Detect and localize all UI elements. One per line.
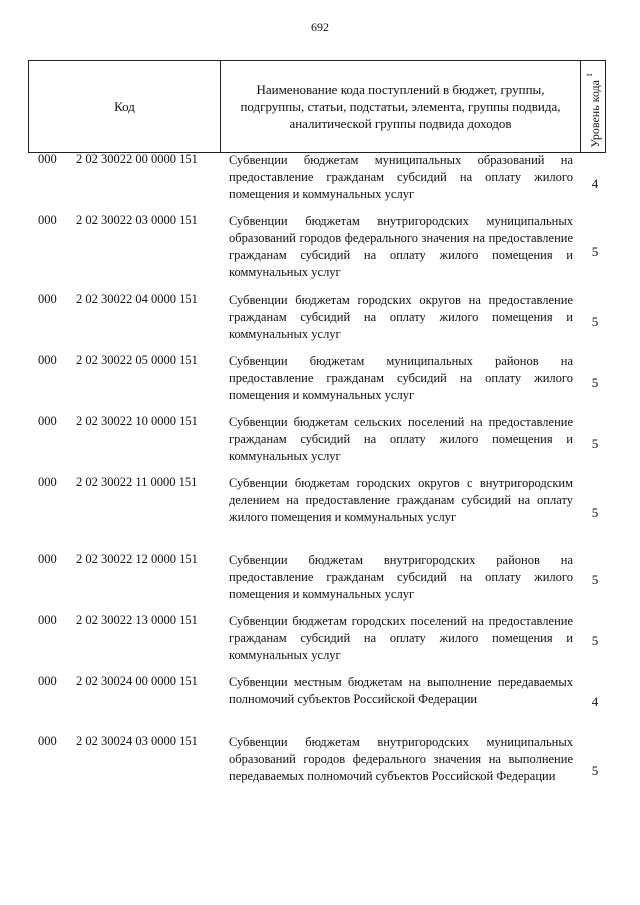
admin-code: 000 <box>38 414 57 428</box>
income-code: 2 02 30022 05 0000 151 <box>76 353 198 367</box>
admin-code: 000 <box>38 552 57 566</box>
header-name-label: Наименование кода поступлений в бюджет, группы, подгруппы, статьи, подстатьи, элемента, группы подвида, аналитической группы подвида доходов <box>240 82 561 131</box>
income-code: 2 02 30022 04 0000 151 <box>76 292 198 306</box>
header-level-footnote: 1 <box>585 73 594 78</box>
income-name: Субвенции бюджетам внутригородских муниципальных образований городов федерального значения на выполнение передаваемых полномочий субъектов Российской Федерации <box>229 735 573 783</box>
income-name: Субвенции бюджетам муниципальных районов на предоставление гражданам субсидий на оплату жилого помещения и коммунальных услуг <box>229 354 573 402</box>
code-level: 5 <box>591 763 599 778</box>
income-code: 2 02 30024 00 0000 151 <box>76 674 198 688</box>
code-level: 5 <box>591 314 599 329</box>
income-name: Субвенции бюджетам внутригородских районов на предоставление гражданам субсидий на оплату жилого помещения и коммунальных услуг <box>229 553 573 601</box>
header-code-label: Код <box>114 98 135 114</box>
admin-code: 000 <box>38 674 57 688</box>
code-level: 4 <box>591 694 599 709</box>
code-level: 5 <box>591 505 599 520</box>
admin-code: 000 <box>38 475 57 489</box>
header-level <box>581 61 606 152</box>
income-code: 2 02 30022 03 0000 151 <box>76 213 198 227</box>
code-level: 5 <box>591 633 599 648</box>
code-level: 5 <box>591 572 599 587</box>
income-name: Субвенции местным бюджетам на выполнение передаваемых полномочий субъектов Российской Федерации <box>229 675 573 706</box>
income-name: Субвенции бюджетам городских округов с внутригородским делением на предоставление гражданам субсидий на оплату жилого помещения и коммунальных услуг <box>229 476 573 524</box>
income-name: Субвенции бюджетам городских округов на предоставление гражданам субсидий на оплату жилого помещения и коммунальных услуг <box>229 293 573 341</box>
income-code: 2 02 30022 10 0000 151 <box>76 414 198 428</box>
code-level: 4 <box>591 176 599 191</box>
header-name <box>221 61 581 152</box>
income-name: Субвенции бюджетам муниципальных образований на предоставление гражданам субсидий на оплату жилого помещения и коммунальных услуг <box>229 153 573 201</box>
page-number: 692 <box>311 20 329 34</box>
header-code <box>29 61 221 152</box>
admin-code: 000 <box>38 292 57 306</box>
income-code: 2 02 30022 13 0000 151 <box>76 613 198 627</box>
code-level: 5 <box>591 436 599 451</box>
table-header <box>28 60 606 153</box>
header-level-text: Уровень кода <box>588 80 602 148</box>
income-code: 2 02 30024 03 0000 151 <box>76 734 198 748</box>
admin-code: 000 <box>38 613 57 627</box>
header-level-label <box>585 73 603 148</box>
code-level: 5 <box>591 244 599 259</box>
admin-code: 000 <box>38 734 57 748</box>
income-code: 2 02 30022 11 0000 151 <box>76 475 198 489</box>
admin-code: 000 <box>38 152 57 166</box>
code-level: 5 <box>591 375 599 390</box>
income-name: Субвенции бюджетам городских поселений на предоставление гражданам субсидий на оплату жилого помещения и коммунальных услуг <box>229 614 573 662</box>
income-code: 2 02 30022 00 0000 151 <box>76 152 198 166</box>
income-name: Субвенции бюджетам сельских поселений на предоставление гражданам субсидий на оплату жилого помещения и коммунальных услуг <box>229 415 573 463</box>
admin-code: 000 <box>38 353 57 367</box>
income-name: Субвенции бюджетам внутригородских муниципальных образований городов федерального значения на предоставление гражданам субсидий на оплату жилого помещения и коммунальных услуг <box>229 214 573 279</box>
admin-code: 000 <box>38 213 57 227</box>
income-code: 2 02 30022 12 0000 151 <box>76 552 198 566</box>
